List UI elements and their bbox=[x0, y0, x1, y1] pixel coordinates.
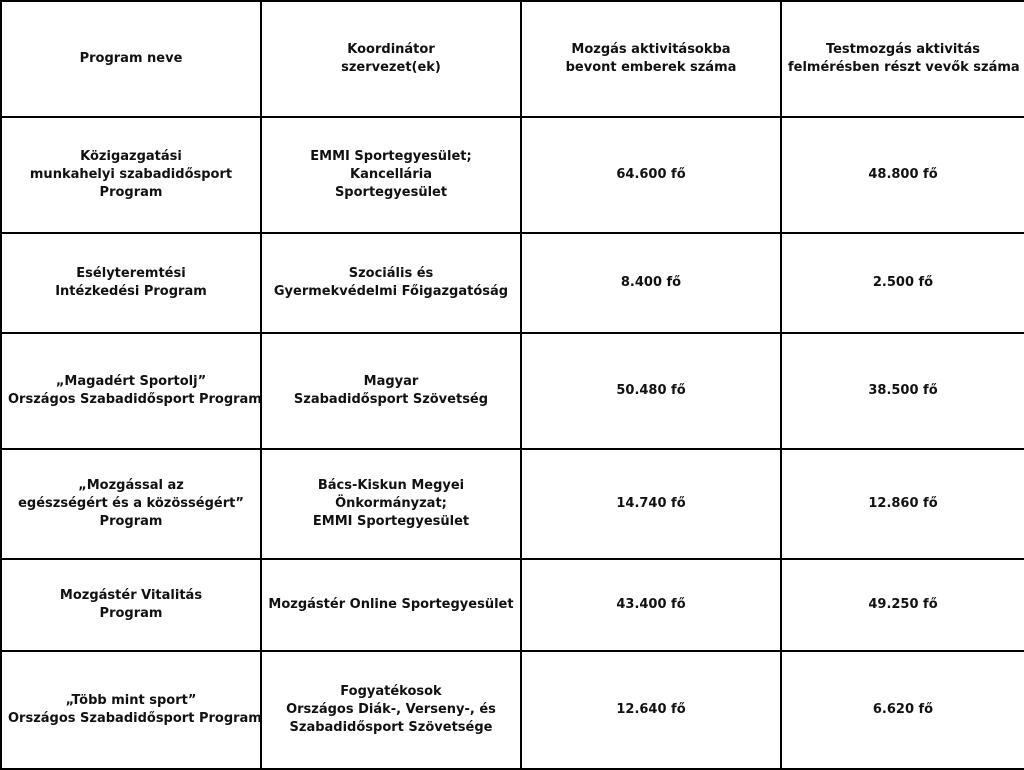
program-name-cell bbox=[1, 333, 261, 449]
header-participants bbox=[521, 1, 781, 117]
participants-cell bbox=[521, 449, 781, 559]
survey-cell bbox=[781, 233, 1024, 333]
program-name-cell bbox=[1, 117, 261, 233]
survey-value: 2.500 fő bbox=[872, 275, 934, 290]
coordinator-line: Bács-Kiskun Megyei bbox=[317, 478, 465, 493]
survey-cell bbox=[781, 333, 1024, 449]
program-name-line: egészségért és a közösségért” bbox=[18, 496, 244, 511]
header-survey-line: felmérésben részt vevők száma bbox=[788, 60, 1020, 75]
participants-value: 12.640 fő bbox=[616, 702, 686, 717]
coordinator-line: Gyermekvédelmi Főigazgatóság bbox=[273, 284, 509, 299]
survey-cell bbox=[781, 651, 1024, 769]
coordinator-line: Szabadidősport Szövetsége bbox=[289, 720, 493, 735]
survey-value: 12.860 fő bbox=[868, 496, 938, 511]
program-name-line: Intézkedési Program bbox=[55, 284, 207, 299]
coordinator-cell bbox=[261, 333, 521, 449]
coordinator-cell bbox=[261, 117, 521, 233]
table-row bbox=[1, 333, 1024, 449]
program-name-line: munkahelyi szabadidősport bbox=[29, 167, 233, 182]
coordinator-line: Szabadidősport Szövetség bbox=[293, 392, 489, 407]
program-name-line: Program bbox=[99, 514, 163, 529]
program-name-line: „Több mint sport” bbox=[65, 693, 197, 708]
program-name-line: Közigazgatási bbox=[80, 149, 182, 164]
header-row bbox=[1, 1, 1024, 117]
program-name-line: „Mozgással az bbox=[78, 478, 184, 493]
program-name-line: Országos Szabadidősport Program bbox=[8, 711, 262, 726]
survey-cell bbox=[781, 449, 1024, 559]
header-survey bbox=[781, 1, 1024, 117]
header-program bbox=[1, 1, 261, 117]
header-participants-line: bevont emberek száma bbox=[565, 60, 737, 75]
coordinator-line: Magyar bbox=[363, 374, 419, 389]
program-name-line: Program bbox=[99, 185, 163, 200]
coordinator-line: Fogyatékosok bbox=[340, 684, 442, 699]
table-row bbox=[1, 117, 1024, 233]
participants-cell bbox=[521, 651, 781, 769]
program-name-cell bbox=[1, 651, 261, 769]
coordinator-line: Sportegyesület bbox=[334, 185, 448, 200]
program-name-cell bbox=[1, 559, 261, 651]
program-name-line: „Magadért Sportolj” bbox=[55, 374, 207, 389]
header-survey-line: Testmozgás aktivitás bbox=[825, 42, 981, 57]
coordinator-line: Országos Diák-, Verseny-, és bbox=[286, 702, 496, 717]
participants-value: 14.740 fő bbox=[616, 496, 686, 511]
program-name-line: Országos Szabadidősport Program bbox=[8, 392, 262, 407]
coordinator-line: Önkormányzat; bbox=[335, 496, 447, 511]
participants-value: 50.480 fő bbox=[616, 383, 686, 398]
coordinator-cell bbox=[261, 233, 521, 333]
coordinator-cell bbox=[261, 449, 521, 559]
program-name-line: Mozgástér Vitalitás bbox=[59, 588, 203, 603]
survey-value: 6.620 fő bbox=[872, 702, 934, 717]
survey-cell bbox=[781, 117, 1024, 233]
coordinator-cell bbox=[261, 559, 521, 651]
header-coordinator bbox=[261, 1, 521, 117]
participants-value: 8.400 fő bbox=[620, 275, 682, 290]
program-name-line: Program bbox=[99, 606, 163, 621]
participants-value: 64.600 fő bbox=[616, 167, 686, 182]
survey-value: 49.250 fő bbox=[868, 597, 938, 612]
program-name-line: Esélyteremtési bbox=[76, 266, 186, 281]
coordinator-line: EMMI Sportegyesület; bbox=[310, 149, 472, 164]
program-name-cell bbox=[1, 233, 261, 333]
survey-cell bbox=[781, 559, 1024, 651]
table-row bbox=[1, 651, 1024, 769]
participants-cell bbox=[521, 559, 781, 651]
table-row bbox=[1, 559, 1024, 651]
table-row bbox=[1, 233, 1024, 333]
header-coordinator-line: Koordinátor bbox=[347, 42, 435, 57]
participants-value: 43.400 fő bbox=[616, 597, 686, 612]
coordinator-line: Szociális és bbox=[348, 266, 434, 281]
table-row bbox=[1, 449, 1024, 559]
participants-cell bbox=[521, 333, 781, 449]
header-participants-line: Mozgás aktivitásokba bbox=[571, 42, 731, 57]
coordinator-line: Kancellária bbox=[350, 167, 432, 182]
participants-cell bbox=[521, 117, 781, 233]
participants-cell bbox=[521, 233, 781, 333]
program-name-cell bbox=[1, 449, 261, 559]
coordinator-cell bbox=[261, 651, 521, 769]
header-program-line: Program neve bbox=[79, 51, 183, 66]
survey-value: 38.500 fő bbox=[868, 383, 938, 398]
coordinator-line: EMMI Sportegyesület bbox=[312, 514, 470, 529]
survey-value: 48.800 fő bbox=[868, 167, 938, 182]
coordinator-line: Mozgástér Online Sportegyesület bbox=[268, 597, 514, 612]
header-coordinator-line: szervezet(ek) bbox=[341, 60, 441, 75]
